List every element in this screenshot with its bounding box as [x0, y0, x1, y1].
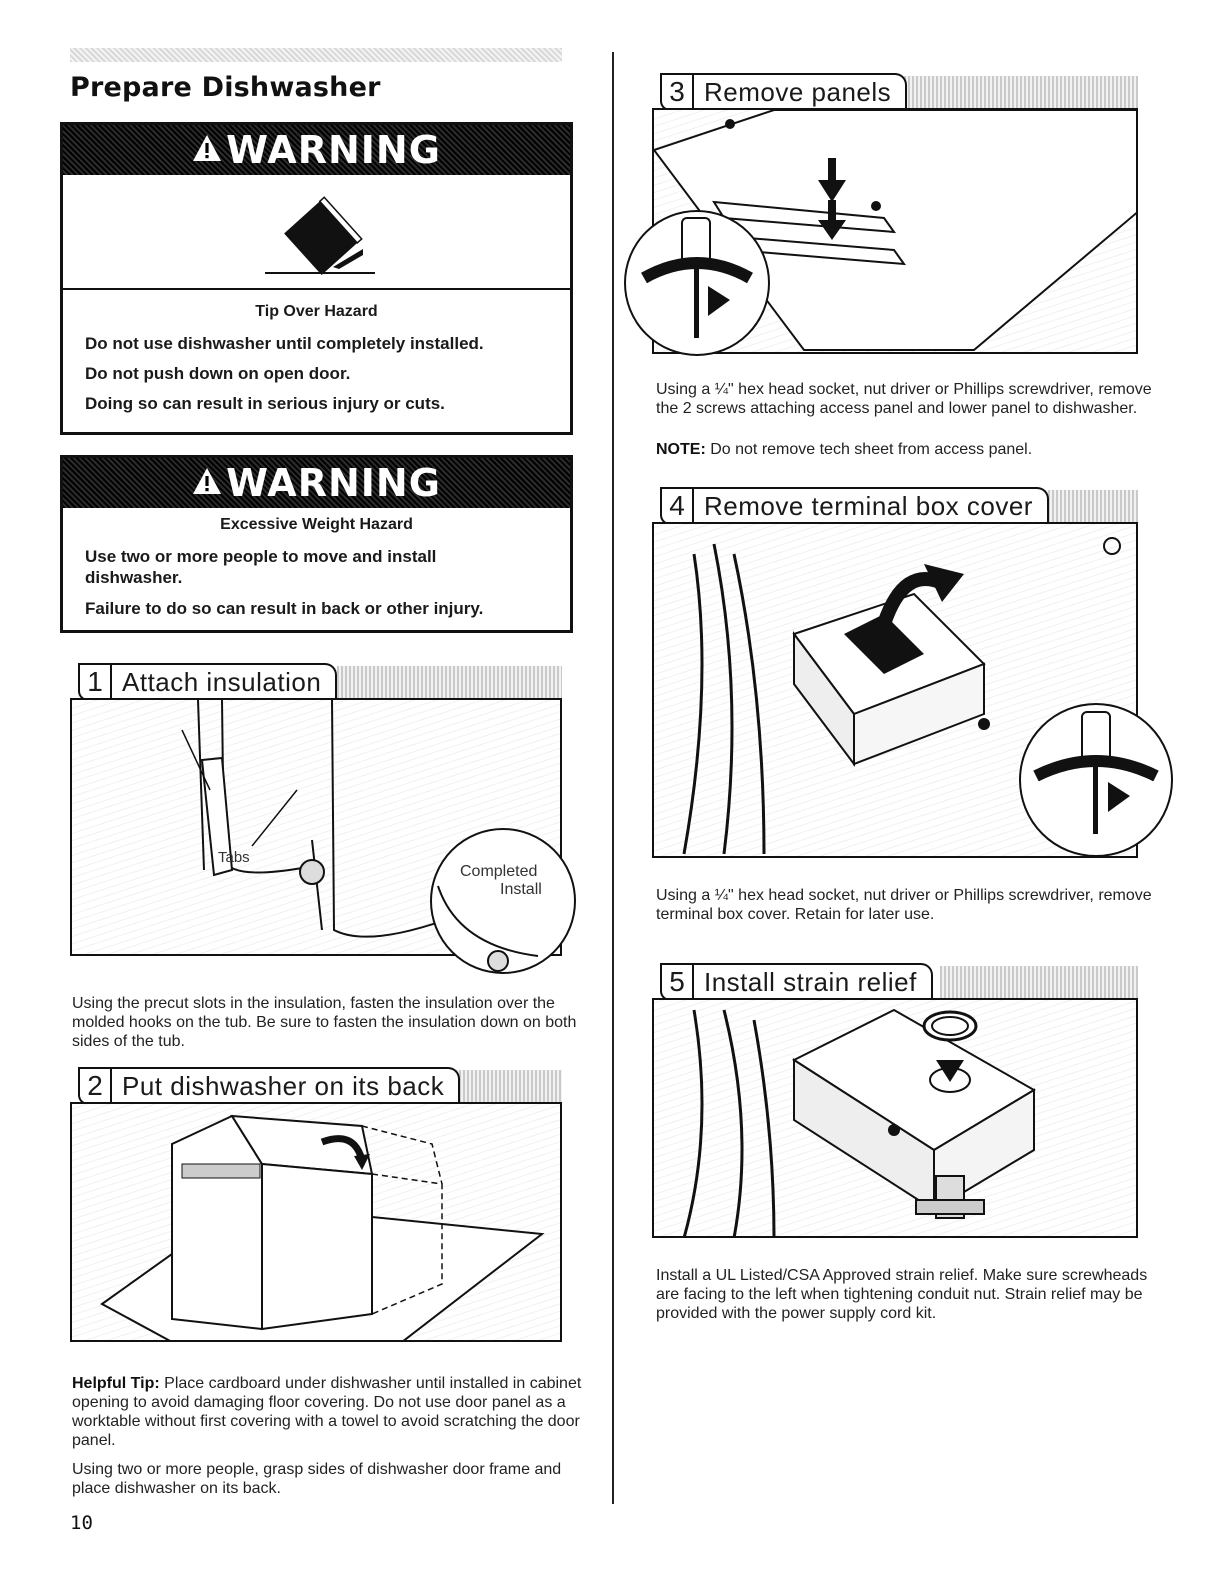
tip-label: Helpful Tip: [72, 1375, 160, 1392]
warning-excessive-weight [60, 455, 573, 633]
step-title-text: Install strain relief [694, 963, 933, 1001]
step-2-instructions: Using two or more people, grasp sides of dishwasher door frame and place dishwasher on its back. [72, 1461, 562, 1497]
step-number: 2 [78, 1067, 112, 1105]
step-1-instructions: Using the precut slots in the insulation, fasten the insulation over the molded hooks on the tub. Be sure to fasten the insulation down on both sides of the tub. [72, 995, 577, 1050]
tip-text: Place cardboard under dishwasher until installed in cabinet opening to avoid damaging floor covering. Do not use door panel as a worktable without first covering with a towel to avoid scratching the door panel. [72, 1375, 582, 1449]
note-text: Do not remove tech sheet from access panel. [705, 441, 1033, 458]
alert-triangle-icon [192, 128, 222, 172]
column-divider [612, 52, 614, 1504]
step-3-note [656, 440, 1156, 459]
step-title-text: Put dishwasher on its back [112, 1067, 460, 1105]
step-number: 3 [660, 73, 694, 111]
step-3-title [660, 72, 907, 112]
callout-install: Install [500, 881, 542, 898]
step-3-instructions: Using a ¼" hex head socket, nut driver or Phillips screwdriver, remove the 2 screws attaching access panel and lower panel to dishwasher. [656, 381, 1152, 417]
step-title-text: Attach insulation [112, 663, 337, 701]
step-2-illustration [70, 1102, 562, 1342]
step-4-instructions: Using a ¼" hex head socket, nut driver or Phillips screwdriver, remove terminal box cover. Retain for later use. [656, 887, 1152, 923]
step-title-text: Remove terminal box cover [694, 487, 1049, 525]
step-title-text: Remove panels [694, 73, 907, 111]
step-number: 4 [660, 487, 694, 525]
hazard-line: Failure to do so can result in back or other injury. [85, 599, 484, 618]
warning-heading-text: WARNING [226, 128, 441, 172]
screwdriver-callout [622, 208, 772, 358]
step-5-instructions: Install a UL Listed/CSA Approved strain relief. Make sure screwheads are facing to the left when tightening conduit nut. Strain relief may be provided with the power supply cord kit. [656, 1267, 1148, 1322]
tipping-dishwasher-icon [63, 175, 570, 288]
step-5-illustration [652, 998, 1138, 1238]
completed-install-callout [428, 826, 578, 976]
step-number: 1 [78, 663, 112, 701]
warning-heading [63, 125, 570, 175]
step-4-title [660, 486, 1049, 526]
hazard-title: Excessive Weight Hazard [220, 516, 413, 533]
hazard-line: Use two or more people to move and install dishwasher. [85, 547, 437, 587]
hazard-title: Tip Over Hazard [255, 303, 378, 320]
page-number: 10 [70, 1512, 93, 1534]
warning-heading [63, 458, 570, 508]
step-number: 5 [660, 963, 694, 1001]
warning-tip-over [60, 122, 573, 435]
alert-triangle-icon [192, 461, 222, 505]
header-stripe [70, 48, 562, 62]
note-label: NOTE: [656, 441, 706, 458]
screwdriver-callout [1016, 700, 1176, 860]
step-5-title [660, 962, 933, 1002]
step-2-title [78, 1066, 460, 1106]
page-title: Prepare Dishwasher [70, 72, 381, 103]
callout-tabs: Tabs [218, 849, 250, 866]
tip-over-pictogram [63, 175, 570, 290]
step-2-helpful-tip [72, 1374, 602, 1450]
hazard-line: Do not use dishwasher until completely installed. [85, 334, 484, 353]
callout-completed: Completed [460, 863, 538, 880]
hazard-line: Doing so can result in serious injury or cuts. [85, 394, 445, 413]
step-1-title [78, 662, 337, 702]
hazard-line: Do not push down on open door. [85, 364, 351, 383]
warning-heading-text: WARNING [226, 461, 441, 505]
